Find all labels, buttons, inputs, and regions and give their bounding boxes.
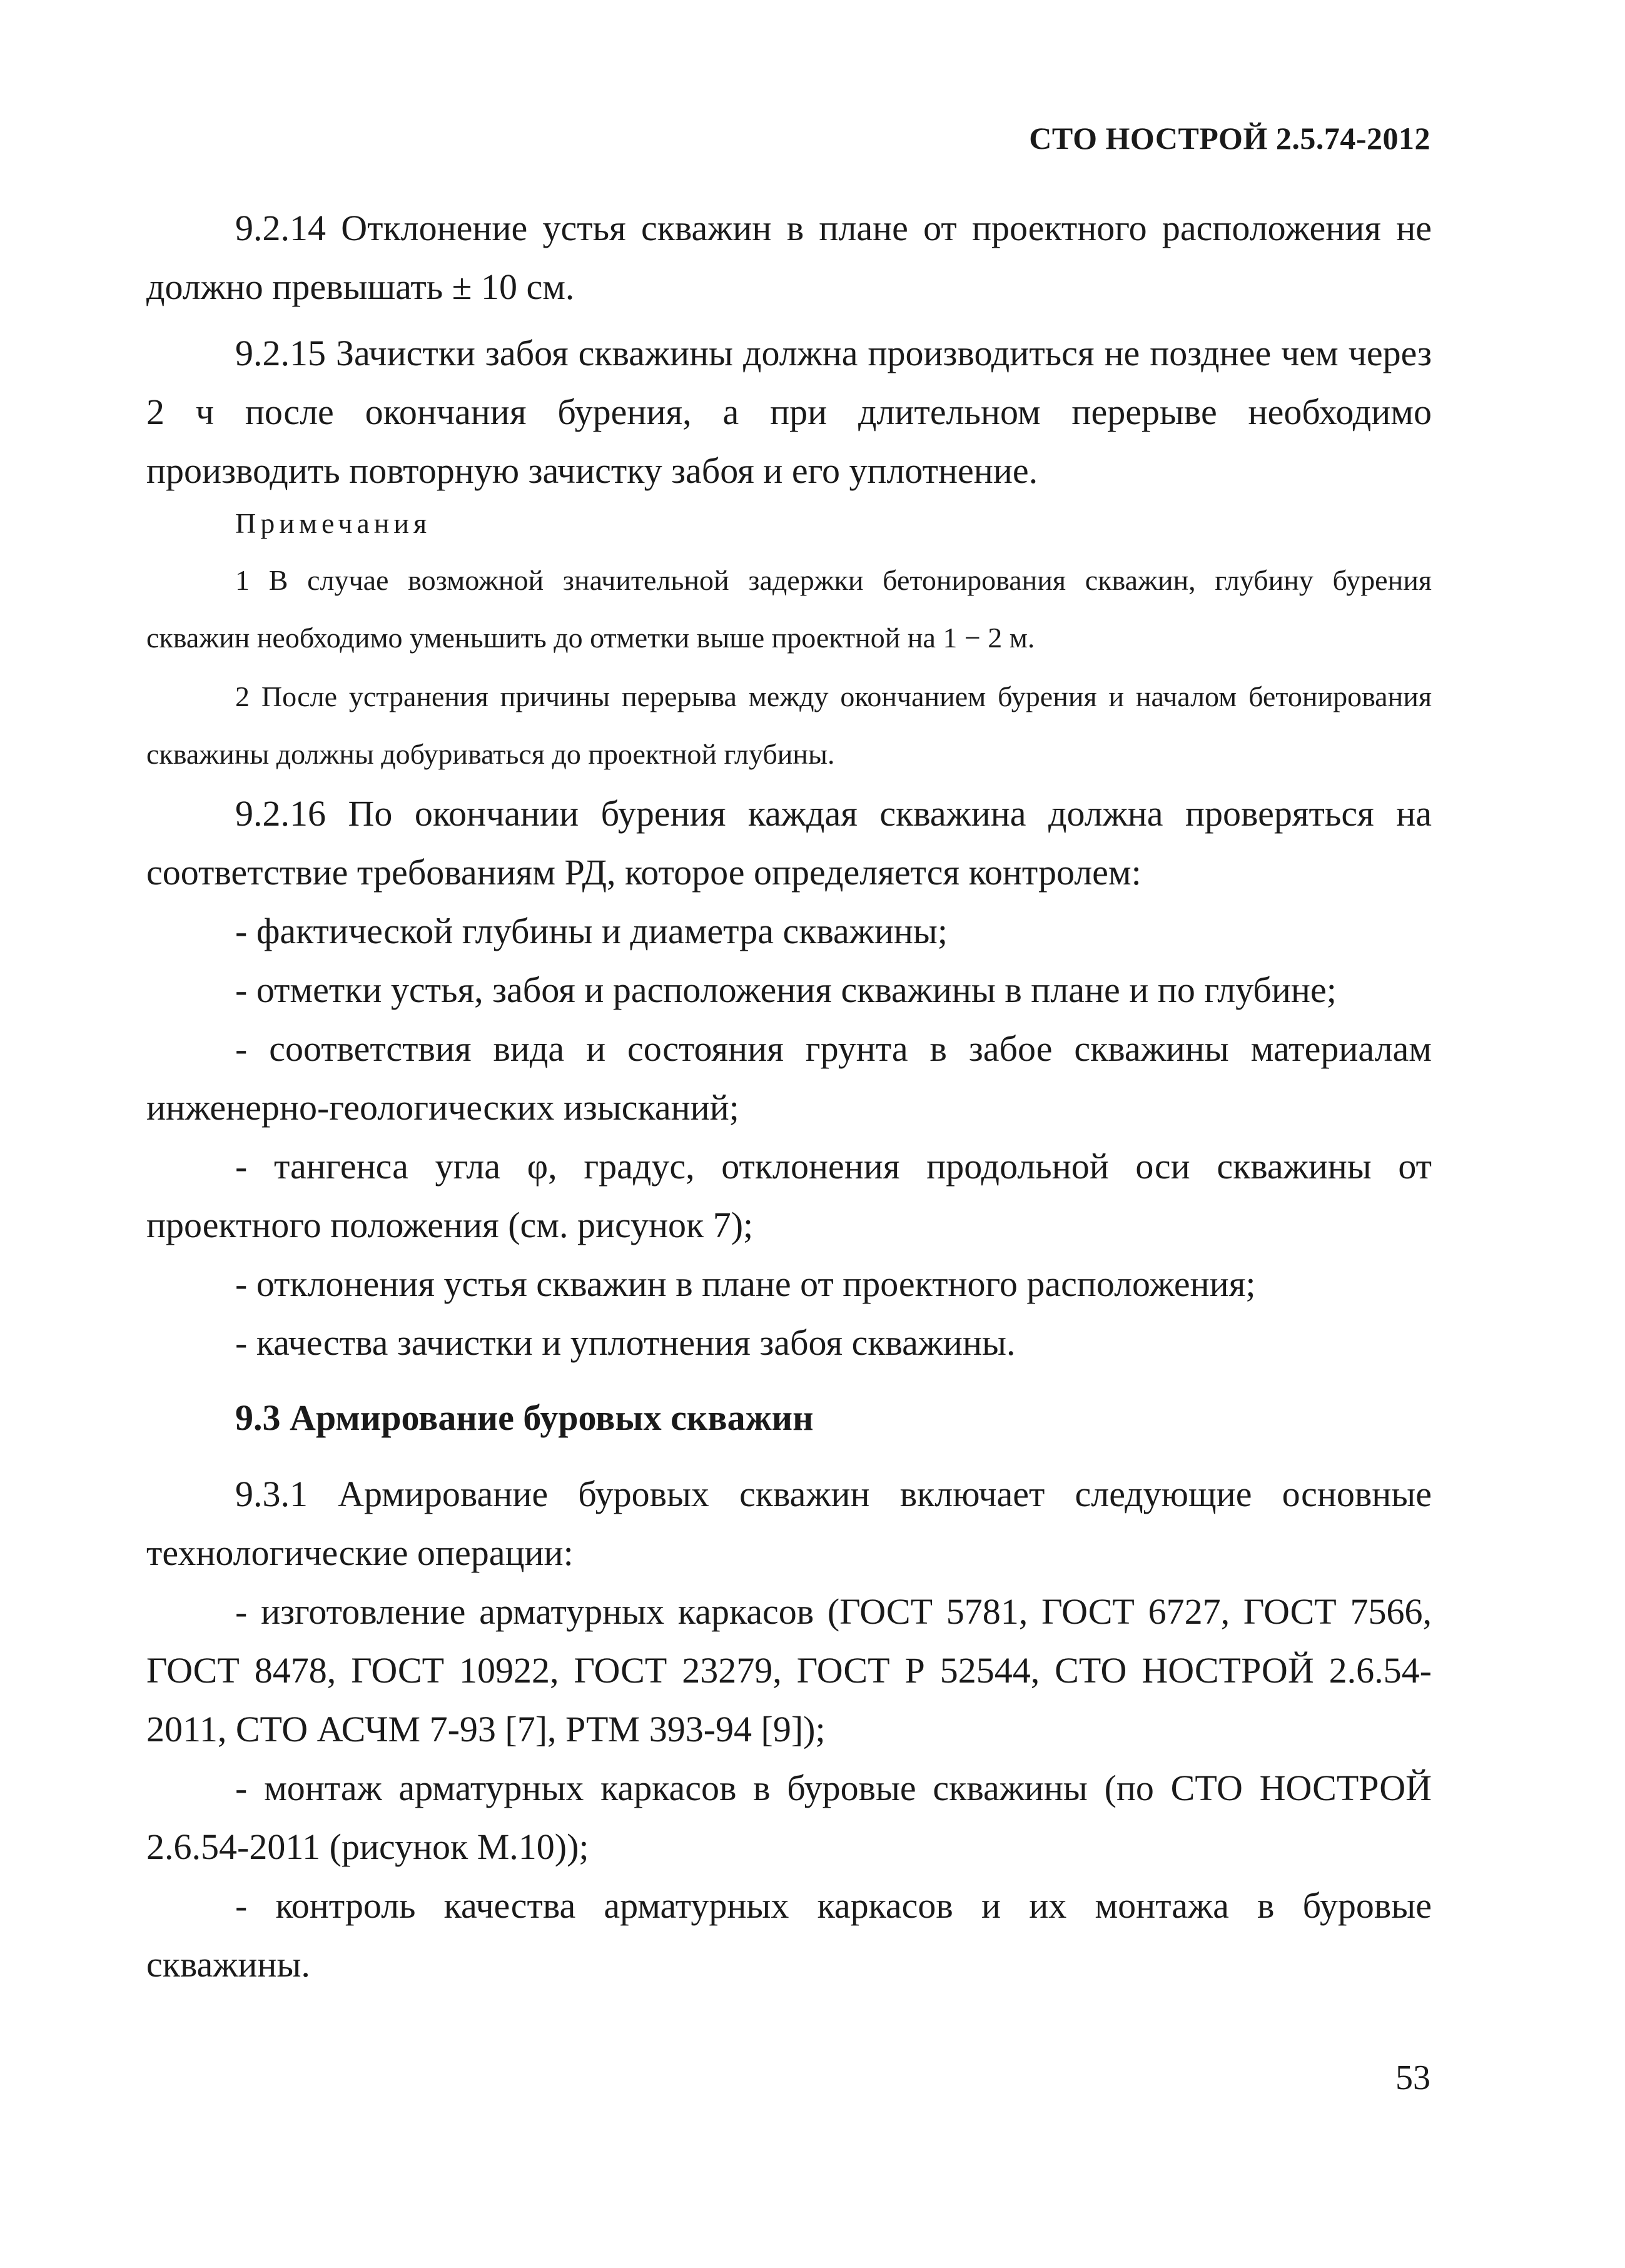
- page-content: [146, 199, 1432, 1994]
- section-heading-9-3: 9.3 Армирование буровых скважин: [235, 1397, 814, 1438]
- list-item-installation: - монтаж арматурных каркасов в буровые скважины (по СТО НОСТРОЙ 2.6.54-2011 (рисунок М.10));: [146, 1768, 1432, 1867]
- list-item-fabrication: - изготовление арматурных каркасов (ГОСТ 5781, ГОСТ 6727, ГОСТ 7566, ГОСТ 8478, ГОСТ 10922, ГОСТ 23279, ГОСТ Р 52544, СТО НОСТРОЙ 2.6.54-2011, СТО АСЧМ 7-93 [7], РТМ 393-94 [9]);: [146, 1591, 1432, 1749]
- paragraph-9-2-14: 9.2.14 Отклонение устья скважин в плане от проектного расположения не должно превышать ± 10 см.: [146, 208, 1432, 307]
- list-item-quality-control: - контроль качества арматурных каркасов и их монтажа в буровые скважины.: [146, 1885, 1432, 1985]
- document-code-header: СТО НОСТРОЙ 2.5.74-2012: [1029, 121, 1430, 156]
- note-1: 1 В случае возможной значительной задержки бетонирования скважин, глубину бурения скважин необходимо уменьшить до отметки выше проектной на 1 − 2 м.: [146, 564, 1432, 654]
- paragraph-9-2-16: 9.2.16 По окончании бурения каждая скважина должна проверяться на соответствие требованиям РД, которое определяется контролем:: [146, 793, 1432, 893]
- list-item-cleaning: - качества зачистки и уплотнения забоя скважины.: [235, 1322, 1016, 1363]
- list-item-tangent: - тангенса угла φ, градус, отклонения продольной оси скважины от проектного положения (см. рисунок 7);: [146, 1146, 1432, 1245]
- paragraph-9-3-1: 9.3.1 Армирование буровых скважин включает следующие основные технологические операции:: [146, 1474, 1432, 1573]
- list-item-marks: - отметки устья, забоя и расположения скважины в плане и по глубине;: [235, 969, 1337, 1010]
- paragraph-9-2-15: 9.2.15 Зачистки забоя скважины должна производиться не позднее чем через 2 ч после окончания бурения, а при длительном перерыве необходимо производить повторную зачистку забоя и его уплотнение.: [146, 333, 1432, 491]
- note-2: 2 После устранения причины перерыва между окончанием бурения и началом бетонирования скважины должны добуриваться до проектной глубины.: [146, 681, 1432, 770]
- page-number: 53: [1395, 2058, 1430, 2097]
- list-item-soil: - соответствия вида и состояния грунта в забое скважины материалам инженерно-геологических изысканий;: [146, 1028, 1432, 1128]
- list-item-depth: - фактической глубины и диаметра скважины;: [235, 911, 948, 951]
- notes-heading: Примечания: [235, 507, 432, 539]
- list-item-deviation: - отклонения устья скважин в плане от проектного расположения;: [235, 1263, 1256, 1304]
